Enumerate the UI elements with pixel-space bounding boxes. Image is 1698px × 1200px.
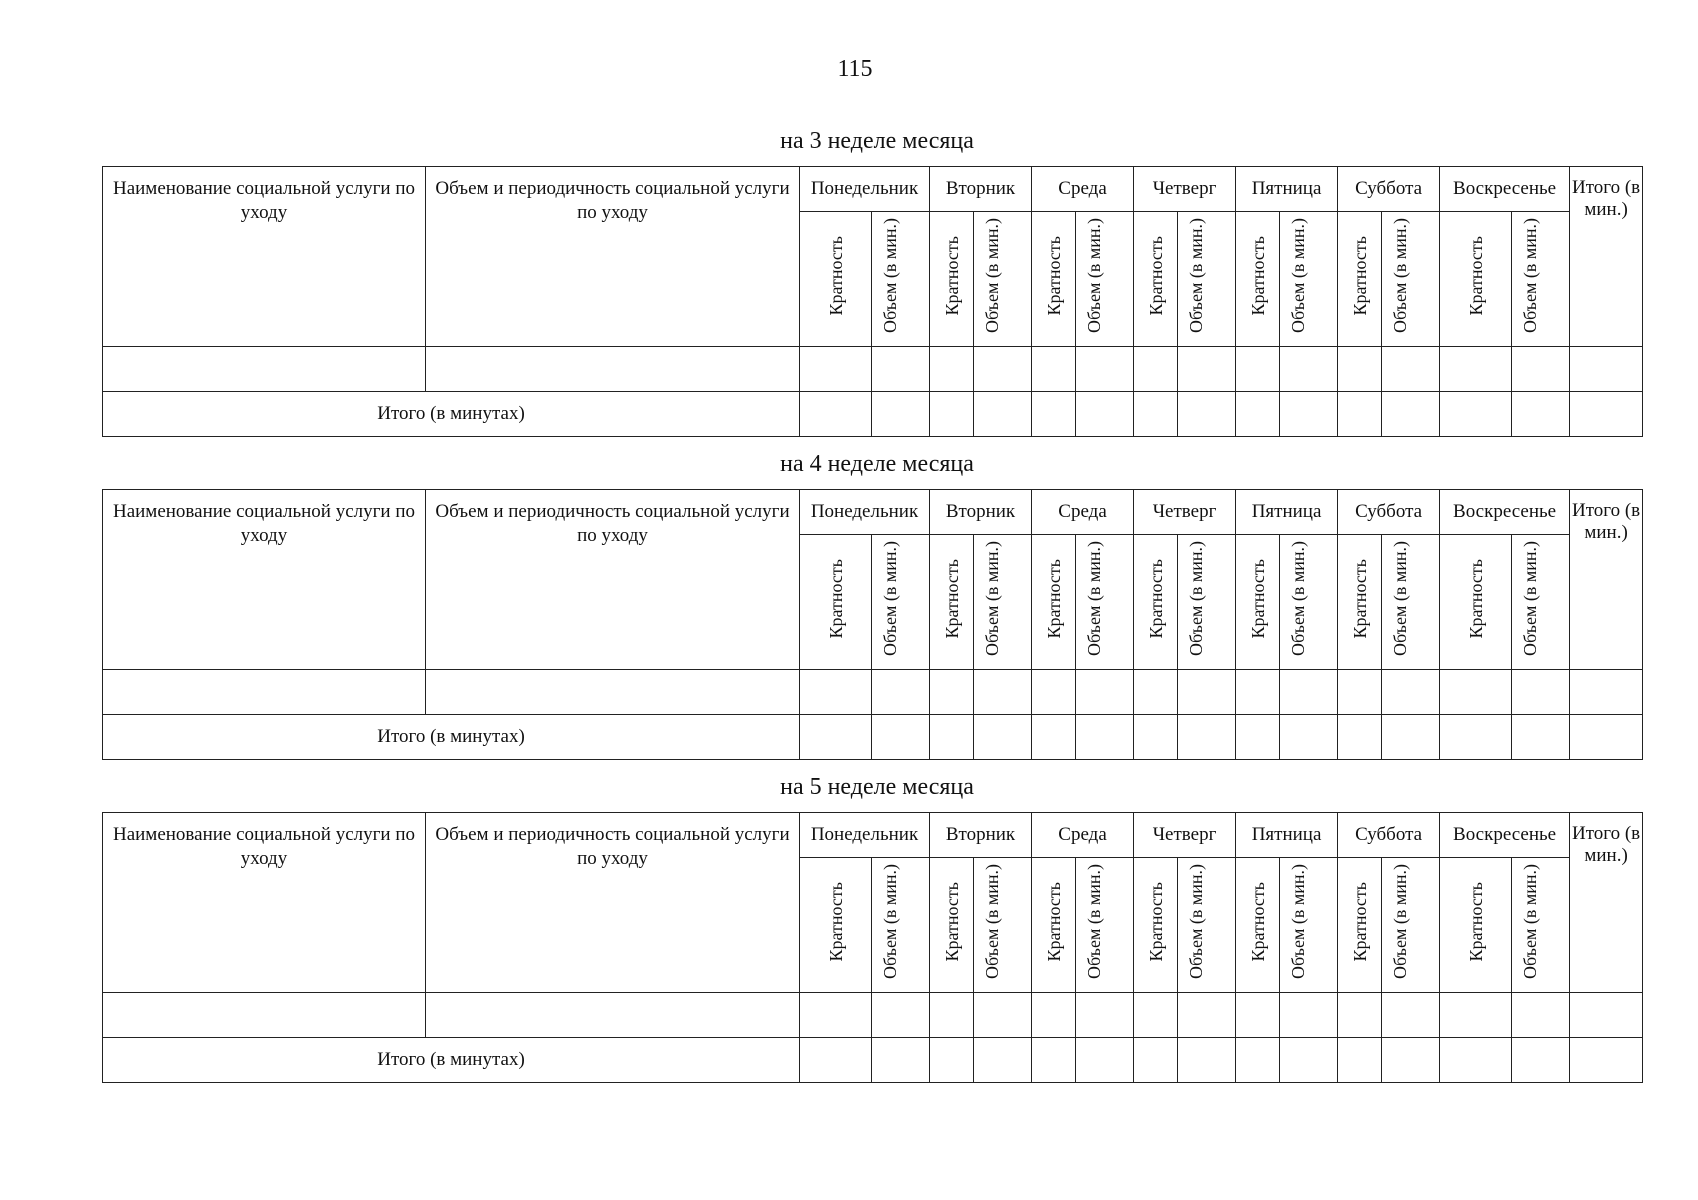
- header-service-name: Наименование социальной услуги по уходу: [103, 167, 426, 347]
- header-tue-kratnost: [930, 858, 974, 993]
- header-sun-kratnost: [1440, 535, 1512, 670]
- header-kratnost-label: Кратность: [941, 881, 962, 962]
- header-day-fri: Пятница: [1236, 813, 1338, 858]
- header-obem-label: Объем (в мин.): [879, 540, 900, 657]
- header-sat-kratnost: [1338, 212, 1382, 347]
- table-cell[interactable]: [1440, 993, 1512, 1038]
- header-fri-obem: [1280, 535, 1338, 670]
- total-cell[interactable]: [800, 1038, 872, 1083]
- total-cell[interactable]: [800, 392, 872, 437]
- header-sat-obem: [1382, 535, 1440, 670]
- table-cell[interactable]: [1032, 347, 1076, 392]
- week-3-table: [102, 166, 1643, 437]
- total-cell[interactable]: [1338, 1038, 1382, 1083]
- table-cell[interactable]: [1382, 347, 1440, 392]
- header-wed-kratnost: [1032, 212, 1076, 347]
- header-day-tue: Вторник: [930, 813, 1032, 858]
- header-kratnost-label: Кратность: [1349, 558, 1370, 639]
- total-cell[interactable]: [1512, 715, 1570, 760]
- header-fri-kratnost: [1236, 535, 1280, 670]
- header-obem-label: Объем (в мин.): [1519, 217, 1540, 334]
- header-service-name: Наименование социальной услуги по уходу: [103, 813, 426, 993]
- total-cell[interactable]: [1134, 1038, 1178, 1083]
- header-kratnost-label: Кратность: [1465, 881, 1486, 962]
- total-cell[interactable]: [1382, 715, 1440, 760]
- table-cell[interactable]: [1440, 347, 1512, 392]
- total-cell[interactable]: [1570, 1038, 1643, 1083]
- header-sat-obem: [1382, 858, 1440, 993]
- page-number: 115: [837, 56, 873, 82]
- header-tue-obem: [974, 858, 1032, 993]
- header-obem-label: Объем (в мин.): [1185, 217, 1206, 334]
- header-total-min: Итого (в мин.): [1570, 813, 1643, 993]
- header-sun-kratnost: [1440, 858, 1512, 993]
- header-sat-obem: [1382, 212, 1440, 347]
- total-cell[interactable]: [1570, 392, 1643, 437]
- header-volume-period: Объем и периодичность социальной услуги по уходу: [426, 490, 800, 670]
- table-cell[interactable]: [872, 993, 930, 1038]
- header-obem-label: Объем (в мин.): [981, 863, 1002, 980]
- header-fri-kratnost: [1236, 858, 1280, 993]
- total-cell[interactable]: [930, 1038, 974, 1083]
- header-sat-kratnost: [1338, 535, 1382, 670]
- header-thu-obem: [1178, 858, 1236, 993]
- total-cell[interactable]: [1338, 715, 1382, 760]
- total-row: [103, 715, 1643, 760]
- table-cell[interactable]: [1236, 670, 1280, 715]
- total-cell[interactable]: [1134, 715, 1178, 760]
- table-row: [103, 993, 1643, 1038]
- total-row-label: Итого (в минутах): [103, 392, 800, 437]
- header-wed-kratnost: [1032, 535, 1076, 670]
- header-tue-kratnost: [930, 212, 974, 347]
- table-cell[interactable]: [1134, 347, 1178, 392]
- header-kratnost-label: Кратность: [1349, 881, 1370, 962]
- header-mon-obem: [872, 212, 930, 347]
- table-cell[interactable]: [1512, 670, 1570, 715]
- header-obem-label: Объем (в мин.): [1287, 540, 1308, 657]
- table-cell[interactable]: [1280, 993, 1338, 1038]
- total-cell[interactable]: [1512, 1038, 1570, 1083]
- total-cell[interactable]: [1076, 1038, 1134, 1083]
- table-cell[interactable]: [1570, 993, 1643, 1038]
- table-cell[interactable]: [930, 670, 974, 715]
- total-cell[interactable]: [1280, 392, 1338, 437]
- total-cell[interactable]: [1178, 392, 1236, 437]
- header-service-name: Наименование социальной услуги по уходу: [103, 490, 426, 670]
- header-volume-period: Объем и периодичность социальной услуги по уходу: [426, 813, 800, 993]
- header-volume-period: Объем и периодичность социальной услуги по уходу: [426, 167, 800, 347]
- total-cell[interactable]: [1134, 392, 1178, 437]
- header-mon-kratnost: [800, 858, 872, 993]
- table-cell[interactable]: [1280, 670, 1338, 715]
- header-row-days: [103, 167, 1643, 212]
- total-cell[interactable]: [1512, 392, 1570, 437]
- header-obem-label: Объем (в мин.): [1185, 540, 1206, 657]
- total-cell[interactable]: [1280, 715, 1338, 760]
- header-kratnost-label: Кратность: [1247, 558, 1268, 639]
- header-day-sun: Воскресенье: [1440, 813, 1570, 858]
- table-cell[interactable]: [1382, 993, 1440, 1038]
- header-kratnost-label: Кратность: [941, 235, 962, 316]
- total-cell[interactable]: [1032, 1038, 1076, 1083]
- header-day-wed: Среда: [1032, 813, 1134, 858]
- table-cell[interactable]: [800, 347, 872, 392]
- table-cell[interactable]: [1280, 347, 1338, 392]
- header-obem-label: Объем (в мин.): [1389, 217, 1410, 334]
- table-cell[interactable]: [930, 993, 974, 1038]
- table-cell[interactable]: [426, 347, 800, 392]
- header-day-tue: Вторник: [930, 167, 1032, 212]
- header-thu-obem: [1178, 535, 1236, 670]
- table-cell[interactable]: [1570, 670, 1643, 715]
- table-cell[interactable]: [1032, 993, 1076, 1038]
- week-4-table: [102, 489, 1643, 760]
- total-cell[interactable]: [1236, 392, 1280, 437]
- header-fri-obem: [1280, 858, 1338, 993]
- header-kratnost-label: Кратность: [825, 881, 846, 962]
- table-cell[interactable]: [1382, 670, 1440, 715]
- header-kratnost-label: Кратность: [1465, 235, 1486, 316]
- total-cell[interactable]: [930, 715, 974, 760]
- table-cell[interactable]: [800, 670, 872, 715]
- header-day-thu: Четверг: [1134, 813, 1236, 858]
- total-cell[interactable]: [974, 1038, 1032, 1083]
- header-kratnost-label: Кратность: [1145, 558, 1166, 639]
- header-kratnost-label: Кратность: [1465, 558, 1486, 639]
- header-tue-obem: [974, 212, 1032, 347]
- table-cell[interactable]: [1178, 993, 1236, 1038]
- table-cell[interactable]: [1236, 347, 1280, 392]
- table-cell[interactable]: [1076, 347, 1134, 392]
- total-cell[interactable]: [1280, 1038, 1338, 1083]
- header-obem-label: Объем (в мин.): [1519, 540, 1540, 657]
- table-cell[interactable]: [1076, 993, 1134, 1038]
- header-obem-label: Объем (в мин.): [1083, 217, 1104, 334]
- total-row: [103, 1038, 1643, 1083]
- table-cell[interactable]: [1338, 993, 1382, 1038]
- table-cell[interactable]: [103, 347, 426, 392]
- total-cell[interactable]: [1178, 1038, 1236, 1083]
- header-obem-label: Объем (в мин.): [1185, 863, 1206, 980]
- header-obem-label: Объем (в мин.): [1389, 540, 1410, 657]
- table-cell[interactable]: [1032, 670, 1076, 715]
- table-cell[interactable]: [974, 347, 1032, 392]
- section-title-week-3: на 3 неделе месяца: [780, 128, 974, 154]
- header-tue-kratnost: [930, 535, 974, 670]
- section-title-week-5: на 5 неделе месяца: [780, 774, 974, 800]
- header-kratnost-label: Кратность: [1043, 558, 1064, 639]
- total-row-label: Итого (в минутах): [103, 1038, 800, 1083]
- total-cell[interactable]: [1440, 715, 1512, 760]
- header-sat-kratnost: [1338, 858, 1382, 993]
- header-obem-label: Объем (в мин.): [1519, 863, 1540, 980]
- total-cell[interactable]: [1382, 392, 1440, 437]
- total-cell[interactable]: [1338, 392, 1382, 437]
- total-cell[interactable]: [1032, 715, 1076, 760]
- header-kratnost-label: Кратность: [1145, 235, 1166, 316]
- table-cell[interactable]: [426, 670, 800, 715]
- header-obem-label: Объем (в мин.): [1287, 863, 1308, 980]
- total-cell[interactable]: [1570, 715, 1643, 760]
- header-mon-obem: [872, 858, 930, 993]
- total-cell[interactable]: [1032, 392, 1076, 437]
- header-obem-label: Объем (в мин.): [1287, 217, 1308, 334]
- header-day-sun: Воскресенье: [1440, 490, 1570, 535]
- header-obem-label: Объем (в мин.): [981, 217, 1002, 334]
- header-obem-label: Объем (в мин.): [981, 540, 1002, 657]
- table-cell[interactable]: [1178, 670, 1236, 715]
- header-obem-label: Объем (в мин.): [879, 863, 900, 980]
- header-day-fri: Пятница: [1236, 490, 1338, 535]
- section-title-week-4: на 4 неделе месяца: [780, 451, 974, 477]
- header-kratnost-label: Кратность: [1247, 881, 1268, 962]
- header-obem-label: Объем (в мин.): [879, 217, 900, 334]
- header-mon-kratnost: [800, 535, 872, 670]
- header-wed-obem: [1076, 535, 1134, 670]
- total-cell[interactable]: [1382, 1038, 1440, 1083]
- table-cell[interactable]: [1338, 670, 1382, 715]
- table-cell[interactable]: [800, 993, 872, 1038]
- table-cell[interactable]: [1076, 670, 1134, 715]
- header-day-wed: Среда: [1032, 490, 1134, 535]
- header-day-thu: Четверг: [1134, 490, 1236, 535]
- header-day-mon: Понедельник: [800, 813, 930, 858]
- header-day-sat: Суббота: [1338, 813, 1440, 858]
- table-cell[interactable]: [930, 347, 974, 392]
- table-cell[interactable]: [1236, 993, 1280, 1038]
- table-cell[interactable]: [1512, 993, 1570, 1038]
- table-cell[interactable]: [103, 670, 426, 715]
- table-cell[interactable]: [872, 670, 930, 715]
- header-kratnost-label: Кратность: [1043, 235, 1064, 316]
- header-wed-obem: [1076, 212, 1134, 347]
- week-5-table: [102, 812, 1643, 1083]
- header-sun-obem: [1512, 535, 1570, 670]
- header-day-sat: Суббота: [1338, 490, 1440, 535]
- header-day-sat: Суббота: [1338, 167, 1440, 212]
- header-kratnost-label: Кратность: [1145, 881, 1166, 962]
- header-fri-kratnost: [1236, 212, 1280, 347]
- total-cell[interactable]: [872, 715, 930, 760]
- header-tue-obem: [974, 535, 1032, 670]
- header-thu-kratnost: [1134, 858, 1178, 993]
- table-cell[interactable]: [974, 670, 1032, 715]
- header-thu-kratnost: [1134, 212, 1178, 347]
- total-cell[interactable]: [1236, 715, 1280, 760]
- table-cell[interactable]: [974, 993, 1032, 1038]
- header-day-mon: Понедельник: [800, 490, 930, 535]
- table-cell[interactable]: [1440, 670, 1512, 715]
- total-cell[interactable]: [1236, 1038, 1280, 1083]
- header-sun-obem: [1512, 212, 1570, 347]
- table-cell[interactable]: [1134, 670, 1178, 715]
- table-cell[interactable]: [1178, 347, 1236, 392]
- header-fri-obem: [1280, 212, 1338, 347]
- total-cell[interactable]: [974, 392, 1032, 437]
- header-kratnost-label: Кратность: [825, 235, 846, 316]
- table-cell[interactable]: [1570, 347, 1643, 392]
- header-obem-label: Объем (в мин.): [1083, 540, 1104, 657]
- header-thu-obem: [1178, 212, 1236, 347]
- table-cell[interactable]: [1512, 347, 1570, 392]
- table-cell[interactable]: [1134, 993, 1178, 1038]
- header-wed-obem: [1076, 858, 1134, 993]
- total-cell[interactable]: [872, 392, 930, 437]
- header-row-days: [103, 490, 1643, 535]
- table-row: [103, 347, 1643, 392]
- header-kratnost-label: Кратность: [1043, 881, 1064, 962]
- total-cell[interactable]: [974, 715, 1032, 760]
- header-total-min: Итого (в мин.): [1570, 490, 1643, 670]
- header-day-thu: Четверг: [1134, 167, 1236, 212]
- header-kratnost-label: Кратность: [1247, 235, 1268, 316]
- table-row: [103, 670, 1643, 715]
- header-sun-kratnost: [1440, 212, 1512, 347]
- total-cell[interactable]: [930, 392, 974, 437]
- header-obem-label: Объем (в мин.): [1389, 863, 1410, 980]
- header-kratnost-label: Кратность: [825, 558, 846, 639]
- total-row: [103, 392, 1643, 437]
- header-sun-obem: [1512, 858, 1570, 993]
- header-day-wed: Среда: [1032, 167, 1134, 212]
- header-day-mon: Понедельник: [800, 167, 930, 212]
- header-thu-kratnost: [1134, 535, 1178, 670]
- total-cell[interactable]: [1178, 715, 1236, 760]
- table-cell[interactable]: [426, 993, 800, 1038]
- total-cell[interactable]: [872, 1038, 930, 1083]
- header-obem-label: Объем (в мин.): [1083, 863, 1104, 980]
- header-day-fri: Пятница: [1236, 167, 1338, 212]
- header-day-sun: Воскресенье: [1440, 167, 1570, 212]
- total-cell[interactable]: [1440, 1038, 1512, 1083]
- header-row-days: [103, 813, 1643, 858]
- table-cell[interactable]: [872, 347, 930, 392]
- table-cell[interactable]: [103, 993, 426, 1038]
- total-cell[interactable]: [1076, 715, 1134, 760]
- header-wed-kratnost: [1032, 858, 1076, 993]
- total-cell[interactable]: [800, 715, 872, 760]
- header-mon-obem: [872, 535, 930, 670]
- header-day-tue: Вторник: [930, 490, 1032, 535]
- header-kratnost-label: Кратность: [941, 558, 962, 639]
- header-total-min: Итого (в мин.): [1570, 167, 1643, 347]
- header-kratnost-label: Кратность: [1349, 235, 1370, 316]
- header-mon-kratnost: [800, 212, 872, 347]
- total-cell[interactable]: [1076, 392, 1134, 437]
- table-cell[interactable]: [1338, 347, 1382, 392]
- total-cell[interactable]: [1440, 392, 1512, 437]
- total-row-label: Итого (в минутах): [103, 715, 800, 760]
